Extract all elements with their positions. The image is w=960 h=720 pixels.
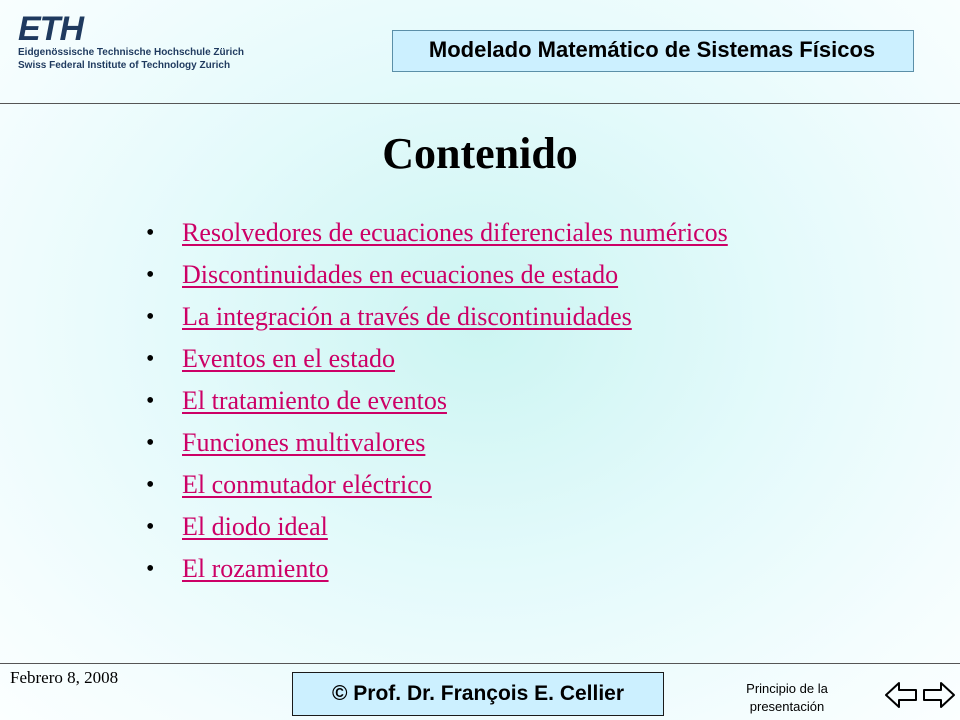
list-item (146, 380, 728, 422)
start-presentation-link[interactable]: Principio de la presentación (746, 681, 828, 714)
list-item (146, 296, 728, 338)
page-title: Contenido (382, 129, 578, 178)
bullet: • (146, 304, 155, 330)
link-funciones-multivalores[interactable]: Funciones multivalores (182, 428, 426, 457)
link-rozamiento[interactable]: El rozamiento (182, 554, 329, 583)
link-diodo-ideal[interactable]: El diodo ideal (182, 512, 328, 541)
date-label: Febrero 8, 2008 (10, 668, 119, 687)
list-item (146, 338, 728, 380)
copyright-box: © Prof. Dr. François E. Cellier (292, 672, 664, 716)
link-integracion[interactable]: La integración a través de discontinuidades (182, 302, 632, 331)
list-item (146, 422, 728, 464)
link-eventos-estado[interactable]: Eventos en el estado (182, 344, 395, 373)
link-conmutador-electrico[interactable]: El conmutador eléctrico (182, 470, 432, 499)
left-arrow-icon[interactable] (884, 680, 920, 710)
contents-list (146, 212, 728, 590)
list-item (146, 506, 728, 548)
logo-mark: ETH (18, 10, 83, 48)
bullet: • (146, 262, 155, 288)
bullet: • (146, 472, 155, 498)
footer-divider (0, 663, 960, 664)
bullet: • (146, 388, 155, 414)
link-resolvedores[interactable]: Resolvedores de ecuaciones diferenciales numéricos (182, 218, 728, 247)
list-item (146, 212, 728, 254)
list-item (146, 548, 728, 590)
list-item (146, 464, 728, 506)
link-tratamiento-eventos[interactable]: El tratamiento de eventos (182, 386, 447, 415)
bullet: • (146, 220, 155, 246)
logo-line-2: Swiss Federal Institute of Technology Zurich (18, 60, 231, 71)
header-divider (0, 103, 960, 104)
bullet: • (146, 514, 155, 540)
bullet: • (146, 556, 155, 582)
list-item (146, 254, 728, 296)
bullet: • (146, 346, 155, 372)
course-title: Modelado Matemático de Sistemas Físicos (428, 37, 876, 62)
eth-logo (18, 12, 278, 80)
logo-line-1: Eidgenössische Technische Hochschule Zürich (18, 47, 244, 58)
right-arrow-icon[interactable] (920, 680, 956, 710)
bullet: • (146, 430, 155, 456)
link-discontinuidades[interactable]: Discontinuidades en ecuaciones de estado (182, 260, 619, 289)
